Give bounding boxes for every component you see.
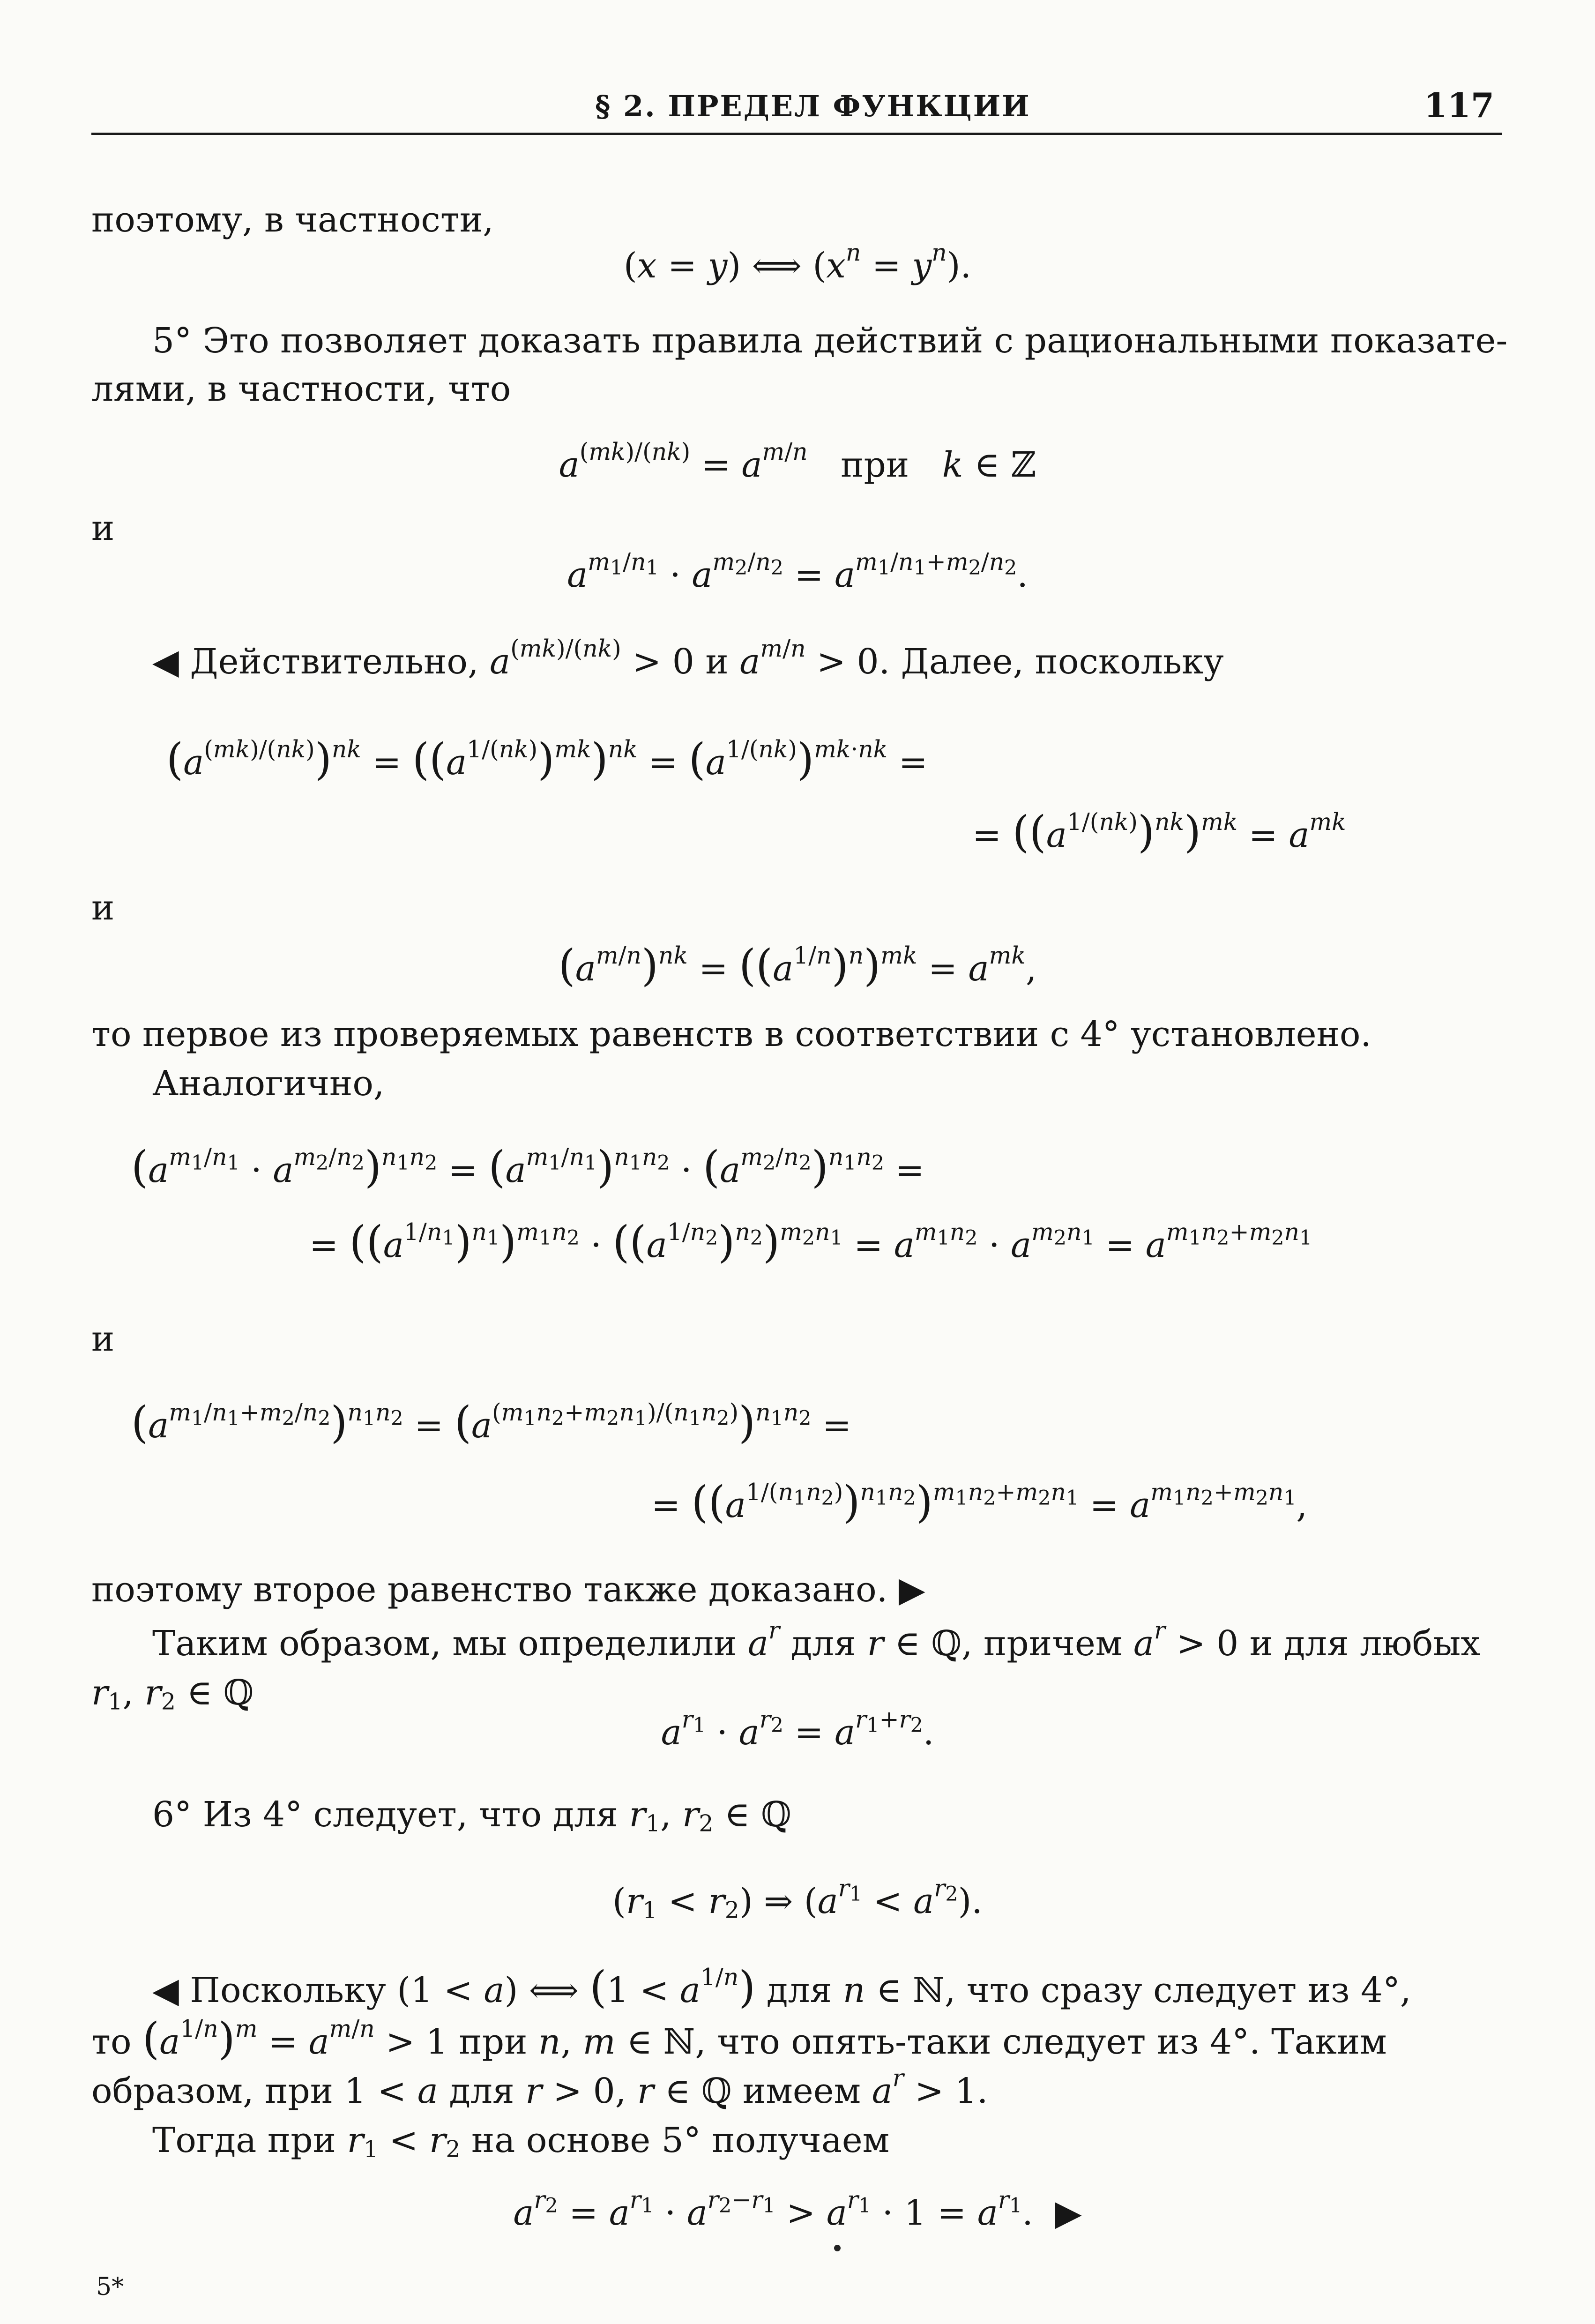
text-fragment: 6° Из 4° следует, что для <box>152 1794 618 1835</box>
text-fragment: > 0 и <box>632 642 729 682</box>
signature-mark: 5* <box>96 2273 124 2301</box>
formula-chain-4b: = $((a^{1/(n_1n_2)})^{n_1n_2})^{m_1n_2+m_2n_1} = a^{m_1n_2+m_2n_1}$, <box>651 1477 1308 1527</box>
text-line: лями, в частности, что <box>91 369 511 409</box>
text-fragment: , причем <box>961 1623 1123 1664</box>
page-number: 117 <box>1424 85 1494 125</box>
formula-equivalence: (x = y) ⟺ $(x^n = y^n)$. <box>623 238 972 286</box>
text-line: то $(a^{1/n})^m = a^{m/n} > 1$ при n, m ∈ ℕ, что опять-таки следует из 4°. Таким <box>91 2013 1387 2064</box>
running-header: § 2. ПРЕДЕЛ ФУНКЦИИ <box>595 89 1031 123</box>
text-line: 5° Это позволяет доказать правила действий с рациональными показате- <box>152 321 1508 361</box>
text-and: и <box>91 1319 115 1359</box>
formula-chain-2: $(a^{m/n})^{nk} = ((a^{1/n})^n)^{mk} = a^{mk}$, <box>558 940 1037 991</box>
text-fragment: > 0 и для любых <box>1176 1623 1480 1664</box>
text-fragment: > 0. Далее, поскольку <box>817 642 1224 682</box>
text-line: Таким образом, мы определили $a^r$ для r ∈ ℚ, причем $a^r > 0$ и для любых <box>152 1616 1480 1664</box>
header-rule <box>91 133 1502 135</box>
formula-power-rule-1: $a^{(mk)/(nk)} = a^{m/n}$ при k ∈ ℤ <box>559 437 1036 485</box>
text-fragment: для <box>449 2071 514 2111</box>
text-fragment: для <box>766 1970 832 2010</box>
proof-start: ◀ Действительно, <box>152 642 479 682</box>
formula-chain-3a: $(a^{m_1/n_1} \cdot a^{m_2/n_2})^{n_1n_2} = (a^{m_1/n_1})^{n_1n_2} \cdot (a^{m_2/n_2})^{n_1n_2}$ = <box>131 1142 924 1192</box>
formula-monotonic: $(r_1 < r_2)$ ⇒ $(a^{r_1} < a^{r_2})$. <box>612 1874 983 1924</box>
text-fragment: при <box>459 2022 528 2062</box>
proof-start: ◀ Поскольку <box>152 1970 386 2010</box>
formula-power-rule-2: $a^{m_1/n_1} \cdot a^{m_2/n_2} = a^{m_1/n_1+m_2/n_2}$. <box>567 547 1028 595</box>
text-fragment: для <box>790 1623 856 1664</box>
text-fragment: , что сразу следует из 4°, <box>944 1970 1411 2010</box>
print-speck <box>834 2245 841 2251</box>
formula-inline: $r_1$, $r_2$ ∈ ℚ <box>91 1673 254 1715</box>
proof-line: ◀ Действительно, $a^{(mk)/(nk)} > 0$ и $a^{m/n} > 0$. Далее, поскольку <box>152 634 1224 682</box>
text-fragment: Таким образом, мы определили <box>152 1623 737 1664</box>
formula-chain-4a: $(a^{m_1/n_1+m_2/n_2})^{n_1n_2} = (a^{(m_1n_2+m_2n_1)/(n_1n_2)})^{n_1n_2}$ = <box>131 1397 851 1448</box>
formula-final: $a^{r_2} = a^{r_1} \cdot a^{r_2-r_1} > a^{r_1} \cdot 1 = a^{r_1}$. ▶ <box>513 2185 1082 2233</box>
text-line: Аналогично, <box>152 1063 385 1104</box>
formula-chain-1a: $(a^{(mk)/(nk)})^{nk} = ((a^{1/(nk)})^{mk})^{nk} = (a^{1/(nk)})^{mk\cdot nk}$ = <box>166 734 928 785</box>
text-line: образом, при 1 < a для r > 0, r ∈ ℚ имеем $a^r > 1$. <box>91 2063 988 2111</box>
text-fragment: на основе 5° получаем <box>471 2120 890 2160</box>
formula-chain-3b: = $((a^{1/n_1})^{n_1})^{m_1n_2} \cdot ((a^{1/n_2})^{n_2})^{m_2n_1} = a^{m_1n_2} \cdot a^{m_2n_1} = a^{m_1n_2+m_2n_1}$ <box>309 1217 1312 1267</box>
text-fragment: Тогда при <box>152 2120 336 2160</box>
text-line: Тогда при $r_1 < r_2$ на основе 5° получаем <box>152 2120 890 2163</box>
text-line: 6° Из 4° следует, что для $r_1$, $r_2$ ∈ ℚ <box>152 1794 791 1837</box>
text-fragment: то <box>91 2022 132 2062</box>
formula-product-rule: $a^{r_1} \cdot a^{r_2} = a^{r_1+r_2}$. <box>661 1705 934 1753</box>
text-fragment: имеем <box>743 2071 861 2111</box>
formula-chain-1b: = $((a^{1/(nk)})^{nk})^{mk} = a^{mk}$ <box>972 807 1346 857</box>
text-line: ◀ Поскольку (1 < a) ⟺ $(1 < a^{1/n})$ для n ∈ ℕ, что сразу следует из 4°, <box>152 1962 1411 2012</box>
text-line: поэтому, в частности, <box>91 200 494 240</box>
text-and: и <box>91 888 115 928</box>
text-line: то первое из проверяемых равенств в соответствии с 4° установлено. <box>91 1014 1371 1054</box>
text-line: поэтому второе равенство также доказано. ▶ <box>91 1569 925 1610</box>
text-and: и <box>91 508 115 548</box>
word-pri: при <box>841 445 909 485</box>
text-fragment: , что опять-таки следует из 4°. Таким <box>695 2022 1387 2062</box>
text-fragment: образом, при <box>91 2071 334 2111</box>
